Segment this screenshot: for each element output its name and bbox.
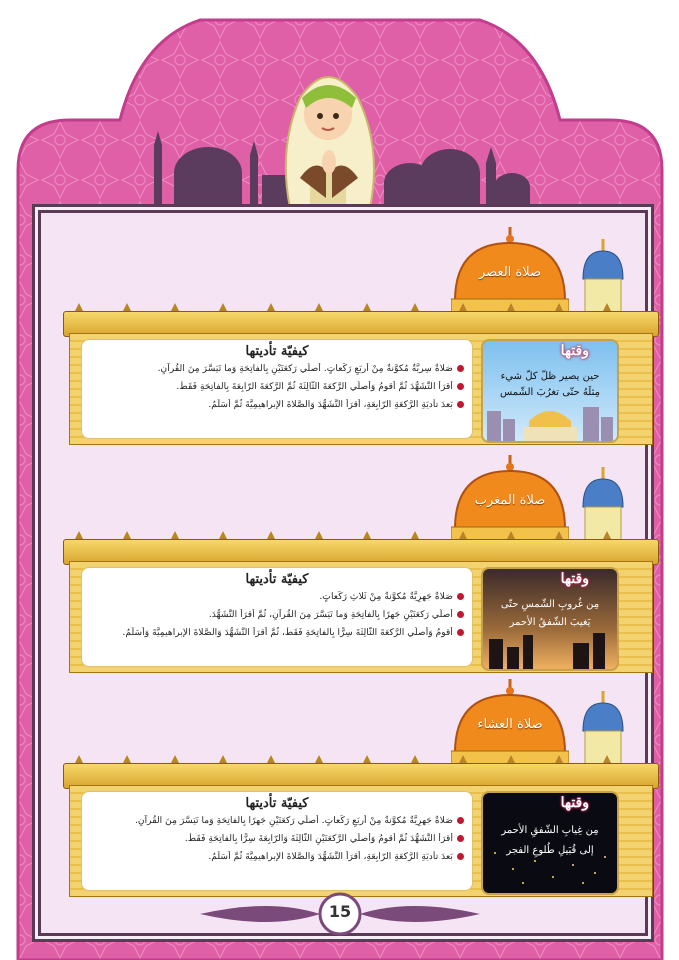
section-isha bbox=[41, 673, 645, 893]
instruction-line: بَعدَ تأديَةِ الرَّكعَةِ الرّابِعَةِ، أَقرَأُ التَّشَهُّدَ وَالصَّلاةَ الإبراهيمِيَّةَ ثُمَّ أُسَلِّمُ. bbox=[90, 851, 464, 863]
time-label: وقتها bbox=[560, 343, 589, 359]
bullet-icon bbox=[457, 593, 464, 600]
section-title: صلاة المغرب bbox=[474, 493, 546, 508]
time-card-sunset bbox=[481, 567, 619, 671]
card-heading: كيفيّة تأديتها bbox=[245, 572, 309, 587]
instruction-line: أَقرَأُ التَّشَهُّدَ ثُمَّ أَقومُ وَأُصلّي الرَّكعَةَ الثّالِثَةَ ثُمَّ الرَّكعَةَ الرّابِعَةَ بِالفاتِحَةِ فَقَطْ. bbox=[90, 381, 464, 393]
bullet-icon bbox=[457, 383, 464, 390]
content-panel bbox=[38, 210, 648, 936]
time-label: وقتها bbox=[560, 795, 589, 811]
night-city-illustration bbox=[483, 793, 617, 893]
bullet-icon bbox=[457, 611, 464, 618]
time-card-day bbox=[481, 339, 619, 443]
bullet-icon bbox=[457, 835, 464, 842]
time-line: مِثلَهُ حتّى تغرُبَ الشّمس bbox=[500, 387, 600, 398]
time-line: يَغيبَ الشّفقُ الأحمر bbox=[509, 617, 591, 628]
bullet-icon bbox=[457, 401, 464, 408]
section-maghrib bbox=[41, 449, 645, 669]
instructions-card bbox=[81, 567, 473, 667]
instruction-line: صَلاةٌ جَهرِيَّةٌ مُكوَّنةٌ مِنْ ثَلاثِ رَكَعاتٍ. bbox=[90, 591, 464, 603]
instruction-line: أَقومُ وَأُصلّي الرَّكعَةَ الثّالِثَةَ سِرًّا بِالفاتِحَةِ فَقَطْ، ثُمَّ أَقرَأُ التَّشَهُّدَ وَالصَّلاةَ الإبراهيمِيَّةَ وَأُسَلِّمُ. bbox=[90, 627, 464, 639]
instruction-line: بَعدَ تأديَةِ الرَّكعَةِ الرّابِعَةِ، أَقرَأُ التَّشَهُّدَ وَالصَّلاةَ الإبراهيمِيَّةَ ثُمَّ أُسَلِّمُ. bbox=[90, 399, 464, 411]
section-title: صلاة العشاء bbox=[477, 717, 543, 732]
sunset-city-illustration bbox=[483, 629, 617, 669]
praying-girl-illustration bbox=[270, 58, 388, 210]
time-line: إلى قُبَيلِ طُلوعِ الفجر bbox=[506, 845, 594, 856]
card-heading: كيفيّة تأديتها bbox=[245, 344, 309, 359]
time-line: مِن غُروبِ الشّمسِ حتّى bbox=[500, 599, 600, 610]
instruction-line: أُصلّي رَكعَتَيْنِ جَهرًا بِالفاتِحَةِ وَما تَيَسَّرَ مِنَ القُرآنِ، ثُمَّ أَقرَأُ التَّشَهُّدَ. bbox=[90, 609, 464, 621]
section-asr bbox=[41, 221, 645, 441]
instructions-card bbox=[81, 791, 473, 891]
bullet-icon bbox=[457, 365, 464, 372]
section-title: صلاة العصر bbox=[478, 265, 542, 280]
instruction-line: صَلاةٌ جَهرِيَّةٌ مُكوَّنةٌ مِنْ أَربَعِ رَكَعاتٍ. أُصلّي رَكعَتَيْنِ جَهرًا بِالفاتِحَةِ وَما تَيَسَّرَ مِنَ القُرآنِ. bbox=[90, 815, 464, 827]
time-label: وقتها bbox=[560, 571, 589, 587]
day-city-illustration bbox=[483, 397, 617, 441]
bullet-icon bbox=[457, 853, 464, 860]
page-number: 15 bbox=[328, 902, 352, 921]
time-line: مِن غِيابِ الشّفقِ الأحمر bbox=[501, 825, 599, 836]
bullet-icon bbox=[457, 817, 464, 824]
bullet-icon bbox=[457, 629, 464, 636]
instruction-line: أَقرَأُ التَّشَهُّدَ ثُمَّ أَقومُ وَأُصلّي الرَّكعَتَيْنِ الثّالِثَةَ وَالرّابِعَةَ سِرًّا بِالفاتِحَةِ فَقَطْ. bbox=[90, 833, 464, 845]
card-heading: كيفيّة تأديتها bbox=[245, 796, 309, 811]
time-line: حين يصير ظلّ كلّ شيء bbox=[500, 371, 600, 382]
instruction-line: صَلاةٌ سِريَّةٌ مُكوَّنةٌ مِنْ أَربَعِ رَكَعاتٍ. أُصلّي رَكعَتَيْنِ بِالفاتِحَةِ وَما تَيَسَّرَ مِنَ القُرآنِ. bbox=[90, 363, 464, 375]
time-card-night bbox=[481, 791, 619, 895]
instructions-card bbox=[81, 339, 473, 439]
